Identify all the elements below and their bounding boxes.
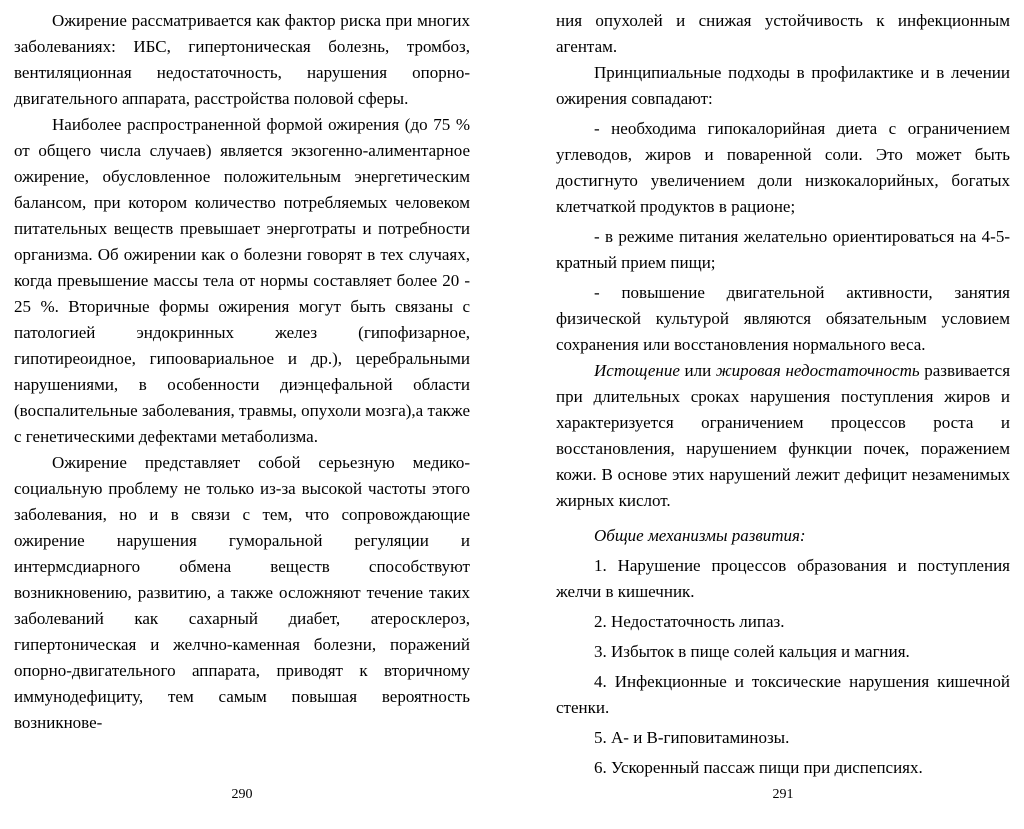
text-run: 4. Инфекционные и токсические нарушения кишечной стенки.: [556, 672, 1010, 717]
text-run: 6. Ускоренный пассаж пищи при диспепсиях.: [594, 758, 923, 777]
paragraph: [556, 60, 1010, 112]
paragraph: [14, 112, 470, 450]
paragraph: [556, 523, 1010, 549]
text-run: - повышение двигательной активности, занятия физической культурой являются обязательным условием сохранения или восстановления нормального веса.: [556, 283, 1010, 354]
text-run: развивается при длительных сроках нарушения поступления жиров и характеризуется ограничением процессов роста и восстановления, нарушением функции почек, поражением кожи. В основе этих нарушений лежит дефицит незаменимых жирных кислот.: [556, 361, 1011, 510]
paragraph: [556, 609, 1010, 635]
italic-text-run: жировая недостаточность: [715, 361, 920, 380]
page-right: [512, 0, 1024, 829]
italic-text-run: Общие механизмы развития:: [594, 526, 806, 545]
text-run: Наиболее распространенной формой ожирения (до 75 % от общего числа случаев) является экзогенно-алиментарное ожирение, обусловленное положительным энергетическим балансом, при котором количество потребляемых человеком питательных веществ превышает энерготраты и потребности организма. Об ожирении как о болезни говорят в тех случаях, когда превышение массы тела от нормы составляет более 20 - 25 %. Вторичные формы ожирения могут быть связаны с патологией эндокринных желез (гипофизарное, гипотиреоидное, гипоовариальное и др.), церебральными нарушениями, в особенности диэнцефальной области (воспалительные заболевания, травмы, опухоли мозга),а также с генетическими дефектами метаболизма.: [14, 115, 470, 446]
page-number-left: 290: [231, 787, 253, 802]
italic-text-run: Истощение: [594, 361, 680, 380]
text-run: - в режиме питания желательно ориентироваться на 4-5-кратный прием пищи;: [556, 227, 1010, 272]
text-run: 5. А- и В-гиповитаминозы.: [594, 728, 790, 747]
page-number-right: 291: [772, 787, 794, 802]
page-right-content: [556, 8, 1010, 781]
text-run: Ожирение представляет собой серьезную медико-социальную проблему не только из-за высокой частоты этого заболевания, но и в связи с тем, что сопровождающие ожирение нарушения гуморальной регуляции и интермсдиарного обмена веществ способствуют возникновению, развитию, а также осложняют течение таких заболеваний как сахарный диабет, атеросклероз, гипертоническая и желчно-каменная болезни, поражений опорно-двигательного аппарата, приводят к вторичному иммунодефициту, тем самым повышая вероятность возникнове-: [14, 453, 470, 732]
paragraph: [556, 116, 1010, 220]
paragraph: [556, 224, 1010, 276]
paragraph: [556, 639, 1010, 665]
paragraph: [556, 358, 1010, 514]
text-run: - необходима гипокалорийная диета с ограничением углеводов, жиров и поваренной соли. Это может быть достигнуто увеличением доли низкокалорийных, богатых клетчаткой продуктов в рационе;: [556, 119, 1010, 216]
text-run: Принципиальные подходы в профилактике и в лечении ожирения совпадают:: [556, 63, 1010, 108]
paragraph: [556, 553, 1010, 605]
paragraph: [14, 8, 470, 112]
paragraph: [556, 669, 1010, 721]
paragraph: [556, 725, 1010, 751]
text-run: или: [679, 361, 716, 380]
text-run: Ожирение рассматривается как фактор риска при многих заболеваниях: ИБС, гипертоническая болезнь, тромбоз, вентиляционная недостаточность, нарушения опорно-двигательного аппарата, расстройства половой сферы.: [14, 11, 470, 108]
text-run: 1. Нарушение процессов образования и поступления желчи в кишечник.: [556, 556, 1010, 601]
paragraph: [556, 280, 1010, 358]
paragraph: [556, 8, 1010, 60]
paragraph: [14, 450, 470, 736]
page-left-content: [14, 8, 470, 736]
text-run: 3. Избыток в пище солей кальция и магния.: [594, 642, 910, 661]
paragraph: [556, 755, 1010, 781]
text-run: 2. Недостаточность липаз.: [594, 612, 785, 631]
text-run: ния опухолей и снижая устойчивость к инфекционным агентам.: [556, 11, 1010, 56]
